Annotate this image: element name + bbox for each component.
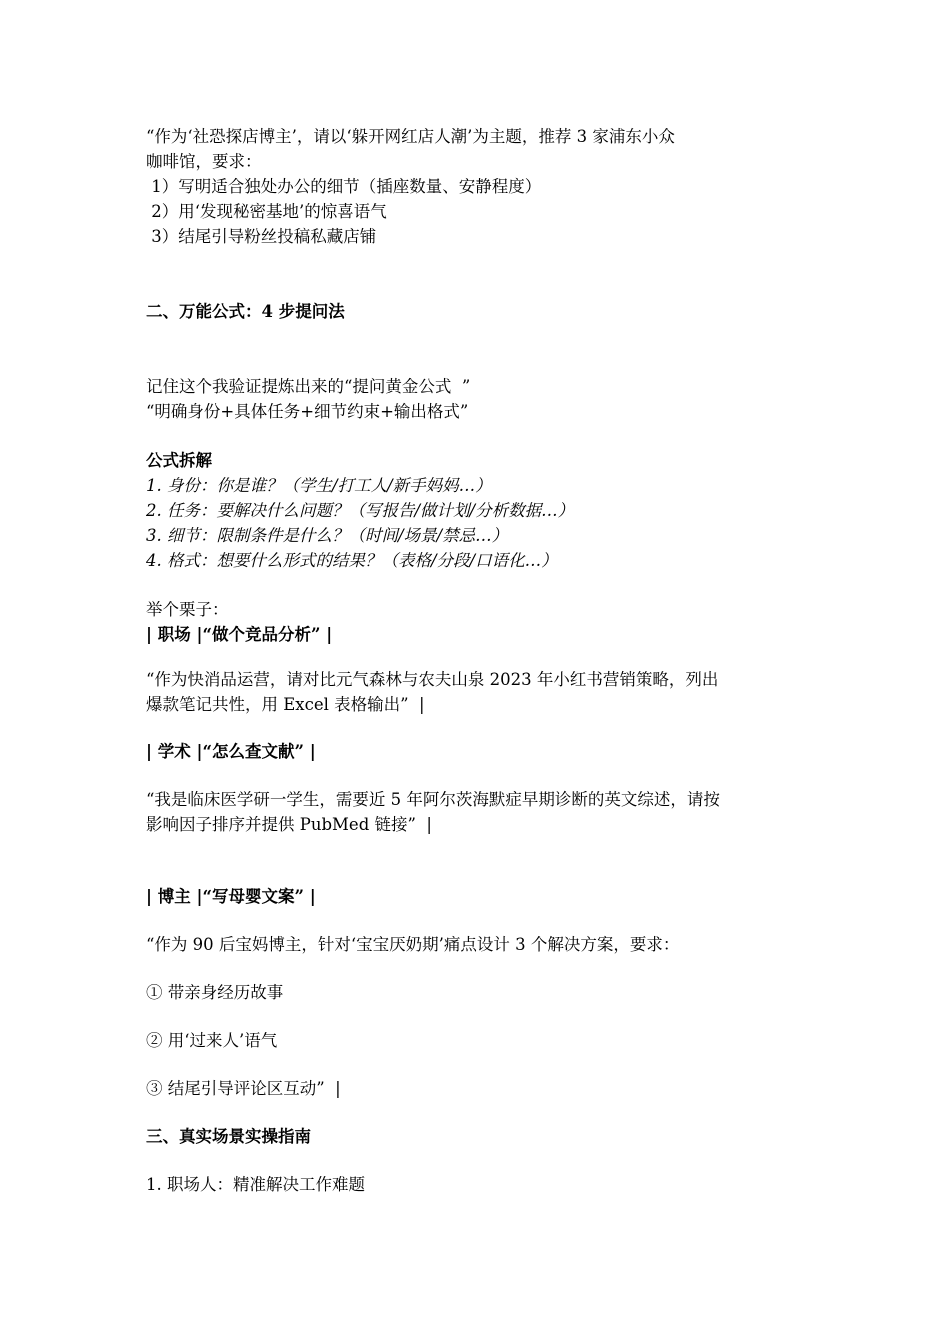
example-work-label: | 职场 |“做个竞品分析” | [146,625,333,644]
example-academic-line-2: 影响因子排序并提供 PubMed 链接” | [146,815,432,834]
formula-step-3: 3. 细节：限制条件是什么？（时间/场景/禁忌…） [146,526,509,545]
section-3-subheading-1: 1. 职场人：精准解决工作难题 [146,1175,365,1194]
formula-breakdown-title: 公式拆解 [146,451,212,470]
intro-prompt-line-1: “作为‘社恐探店博主’，请以‘躲开网红店人潮’为主题，推荐 3 家浦东小众 [146,127,675,146]
example-blogger-item-3: ③ 结尾引导评论区互动” | [146,1079,341,1098]
formula-step-2: 2. 任务：要解决什么问题？（写报告/做计划/分析数据…） [146,501,575,520]
formula-memo-line-2: “明确身份+具体任务+细节约束+输出格式” [146,402,469,421]
formula-step-4: 4. 格式：想要什么形式的结果？（表格/分段/口语化…） [146,551,558,570]
example-academic-label: | 学术 |“怎么查文献” | [146,742,316,761]
document-page [146,124,826,1197]
section-3-heading: 三、真实场景实操指南 [146,1127,311,1146]
example-blogger-line-1: “作为 90 后宝妈博主，针对‘宝宝厌奶期’痛点设计 3 个解决方案，要求： [146,935,680,954]
example-academic-line-1: “我是临床医学研一学生，需要近 5 年阿尔茨海默症早期诊断的英文综述，请按 [146,790,720,809]
example-work-line-1: “作为快消品运营，请对比元气森林与农夫山泉 2023 年小红书营销策略，列出 [146,670,719,689]
example-work-line-2: 爆款笔记共性，用 Excel 表格输出” | [146,695,425,714]
example-blogger-item-2: ② 用‘过来人’语气 [146,1031,278,1050]
intro-requirement-3: 3）结尾引导粉丝投稿私藏店铺 [146,227,377,246]
intro-requirement-1: 1）写明适合独处办公的细节（插座数量、安静程度） [146,177,542,196]
example-blogger-label: | 博主 |“写母婴文案” | [146,887,316,906]
intro-requirement-2: 2）用‘发现秘密基地’的惊喜语气 [146,202,387,221]
formula-step-1: 1. 身份：你是谁？（学生/打工人/新手妈妈…） [146,476,492,495]
intro-prompt-line-2: 咖啡馆，要求： [146,152,262,171]
example-intro: 举个栗子： [146,600,229,619]
example-blogger-item-1: ① 带亲身经历故事 [146,983,284,1002]
formula-memo-line-1: 记住这个我验证提炼出来的“提问黄金公式 ” [146,377,471,396]
section-2-heading: 二、万能公式：4 步提问法 [146,302,345,321]
